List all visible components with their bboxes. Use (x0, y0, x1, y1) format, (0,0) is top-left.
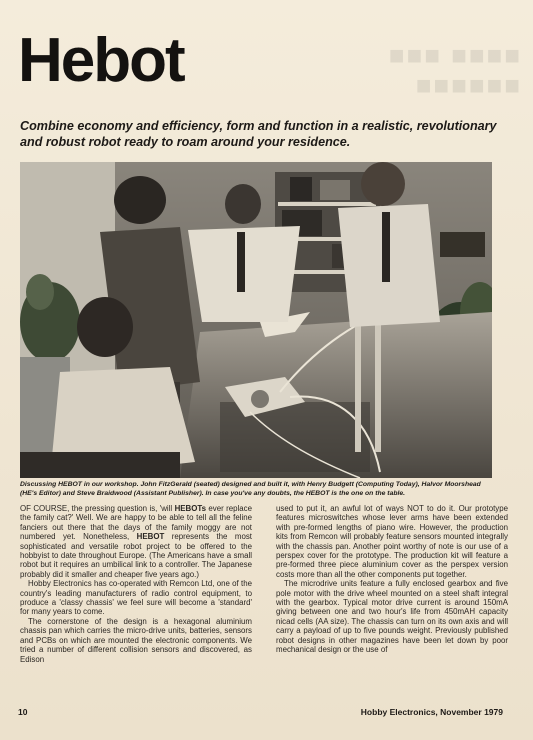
workshop-photo (20, 162, 492, 478)
paragraph: used to put it, an awful lot of ways NOT to do it. Our prototype features microswitches whose lever arms have been extended with pre-formed lengths of piano wire. However, the production kits from Remcon will probably feature sensors mounted integrally with the chassis pan. Another point worthy of note is our use of a perspex cover for the prototype. The production kit will feature a pre-formed three piece aluminium cover as the perspex version costs more than all the other components put together. (276, 504, 508, 579)
magazine-issue: Hobby Electronics, November 1979 (360, 707, 503, 717)
body-column-right (276, 504, 508, 655)
article-title: Hebot (18, 26, 184, 95)
show-through-print: ■■■■ ■■■ ■■■■■■ (386, 40, 520, 100)
page-number: 10 (18, 707, 28, 717)
paragraph: Hobby Electronics has co-operated with Remcon Ltd, one of the country's leading manufacturers of radio control equipment, to produce a 'classy chassis' we feel sure will become a 'standard' for many years to come. (20, 579, 252, 617)
article-standfirst: Combine economy and efficiency, form and function in a realistic, revolutionary and robust robot ready to roam around your residence. (20, 119, 497, 149)
paragraph: The cornerstone of the design is a hexagonal aluminium chassis pan which carries the micro-drive units, batteries, sensors and PCBs on which are mounted the electronic components. We tried a number of different collision sensors and discovered, as Edison (20, 616, 252, 664)
photo-caption: Discussing HEBOT in our workshop. John FitzGerald (seated) designed and built it, with Henry Budgett (Computing Today), Halvor Moorshead (HE's Editor) and Steve Braidwood (Assistant Publisher). In case you've any doubts, the HEBOT is the one on the table. (20, 481, 481, 497)
body-column-left (20, 504, 252, 664)
workshop-photo-illustration (20, 162, 492, 478)
paragraph: OF COURSE, the pressing question is, 'will HEBOTs ever replace the family cat?' Well. We are happy to be able to tell all the feline fanciers out there that the days of the family moggy are not numbered yet. Nonetheless, HEBOT represents the most sophisticated and versatile robot project to be offered to the hobbyist to date throughout Europe. (The Americans have a small robot but it requires an umbilical link to a controller. The Japanese probably did it smaller and cheaper five years ago.) (20, 504, 252, 579)
paragraph: The microdrive units feature a fully enclosed gearbox and five pole motor with the drive wheel mounted on a steel shaft integral with the gearbox. Typical motor drive current is around 150mA giving between one and two hour's life from 450mAH capacity nicad cells (AA size). The chassis can turn on its own axis and will carry a payload of up to five pounds weight. Previously published robot designs in other magazines have been let down by poor mechanical design or the use of (276, 579, 508, 655)
